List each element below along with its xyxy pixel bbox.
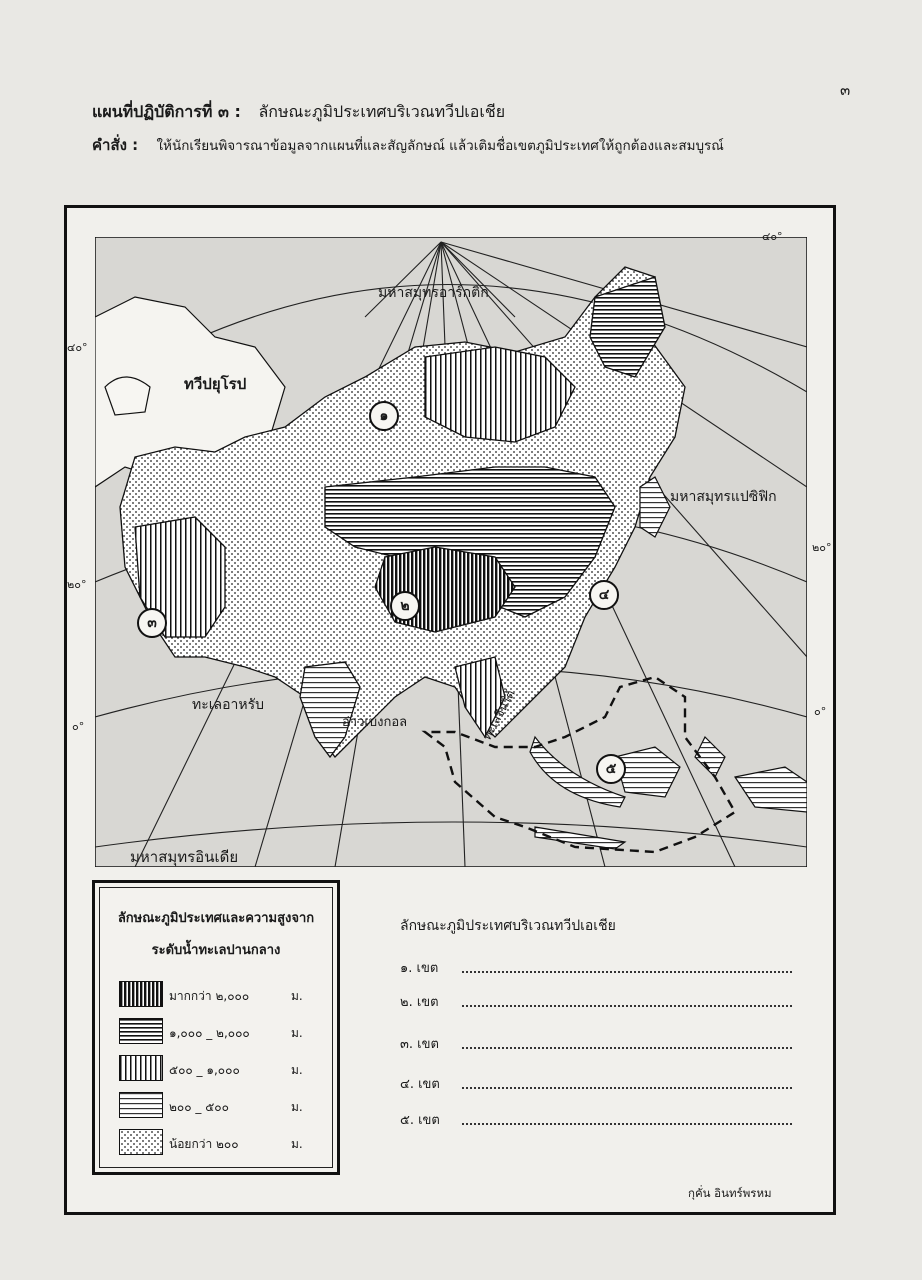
label-europe: ทวีปยุโรป	[184, 375, 247, 393]
answer-label: ๔. เขต	[400, 1077, 440, 1092]
legend-row-unit: ม.	[291, 1026, 303, 1040]
legend-row	[119, 1018, 329, 1044]
answer-blank-line[interactable]	[462, 971, 792, 973]
answer-label: ๒. เขต	[400, 995, 439, 1010]
zone-marker-1: ๑	[369, 401, 399, 431]
answer-label: ๑. เขต	[400, 961, 439, 976]
degree-40-right: ๔๐°	[762, 230, 783, 243]
author-credit: กุคั่น อินทร์พรหม	[688, 1186, 772, 1200]
legend-swatch-dots	[119, 1129, 163, 1155]
label-pacific-ocean: มหาสมุทรแปซิฟิก	[670, 489, 777, 505]
zone-marker-5: ๕	[596, 754, 626, 784]
legend-row	[119, 1129, 329, 1155]
legend-row-text: น้อยกว่า ๒๐๐	[169, 1137, 239, 1151]
answer-blank-line[interactable]	[462, 1047, 792, 1049]
legend-swatch-sparse-vertical	[119, 1055, 163, 1081]
zone-marker-2: ๒	[390, 591, 420, 621]
zone-marker-3: ๓	[137, 608, 167, 638]
answer-blank-line[interactable]	[462, 1123, 792, 1125]
answer-title: ลักษณะภูมิประเทศบริเวณทวีปเอเชีย	[400, 918, 616, 934]
answer-label: ๓. เขต	[400, 1037, 439, 1052]
asia-relief-map	[95, 237, 807, 867]
legend-swatch-horizontal	[119, 1018, 163, 1044]
label-indian-ocean: มหาสมุทรอินเดีย	[130, 848, 239, 866]
legend-title-line-2: ระดับน้ำทะเลปานกลาง	[151, 943, 281, 958]
instruction-label: คำสั่ง :	[92, 136, 139, 154]
legend-row-text: ๒๐๐ _ ๕๐๐	[169, 1100, 229, 1114]
legend-row	[119, 1055, 329, 1081]
legend-row-text: มากกว่า ๒,๐๐๐	[169, 989, 250, 1003]
answer-blank-line[interactable]	[462, 1087, 792, 1089]
title-text: ลักษณะภูมิประเทศบริเวณทวีปเอเชีย	[258, 102, 506, 121]
legend-row-unit: ม.	[291, 1100, 303, 1114]
degree-0-right: ๐°	[814, 705, 827, 718]
legend-row-unit: ม.	[291, 1063, 303, 1077]
degree-40-left: ๔๐°	[67, 341, 88, 354]
legend-swatch-light-horizontal	[119, 1092, 163, 1118]
worksheet-title	[92, 100, 505, 125]
label-bay-of-bengal: อ่าวเบงกอล	[342, 715, 408, 730]
legend-row	[119, 981, 329, 1007]
label-arctic-ocean: มหาสมุทรอาร์กติก	[378, 285, 489, 301]
degree-0-left: ๐°	[72, 720, 85, 733]
legend-swatch-dense-vertical	[119, 981, 163, 1007]
answer-row[interactable]	[400, 991, 792, 1011]
title-prefix: แผนที่ปฏิบัติการที่ ๓ :	[92, 102, 241, 121]
answer-label: ๕. เขต	[400, 1113, 440, 1128]
legend-row-text: ๑,๐๐๐ _ ๒,๐๐๐	[169, 1026, 250, 1040]
instruction	[92, 133, 724, 157]
answer-row[interactable]	[400, 1109, 792, 1129]
degree-20-right: ๒๐°	[812, 541, 832, 554]
degree-20-left: ๒๐°	[67, 578, 87, 591]
answer-row[interactable]	[400, 957, 792, 977]
legend-row-text: ๕๐๐ _ ๑,๐๐๐	[169, 1063, 240, 1077]
answer-blank-line[interactable]	[462, 1005, 792, 1007]
legend-title-line-1: ลักษณะภูมิประเทศและความสูงจาก	[117, 911, 315, 926]
legend	[92, 880, 340, 1175]
legend-row-unit: ม.	[291, 1137, 303, 1151]
legend-row	[119, 1092, 329, 1118]
label-south-china-sea: ทะเลจีนใต้	[479, 687, 518, 743]
answer-row[interactable]	[400, 1073, 792, 1093]
zone-marker-4: ๔	[589, 580, 619, 610]
instruction-text: ให้นักเรียนพิจารณาข้อมูลจากแผนที่และสัญลักษณ์ แล้วเติมชื่อเขตภูมิประเทศให้ถูกต้องและสมบูรณ์	[156, 138, 724, 154]
label-arabian-sea: ทะเลอาหรับ	[192, 697, 265, 713]
page-number: ๓	[840, 81, 851, 99]
answer-row[interactable]	[400, 1033, 792, 1053]
legend-row-unit: ม.	[291, 989, 303, 1003]
